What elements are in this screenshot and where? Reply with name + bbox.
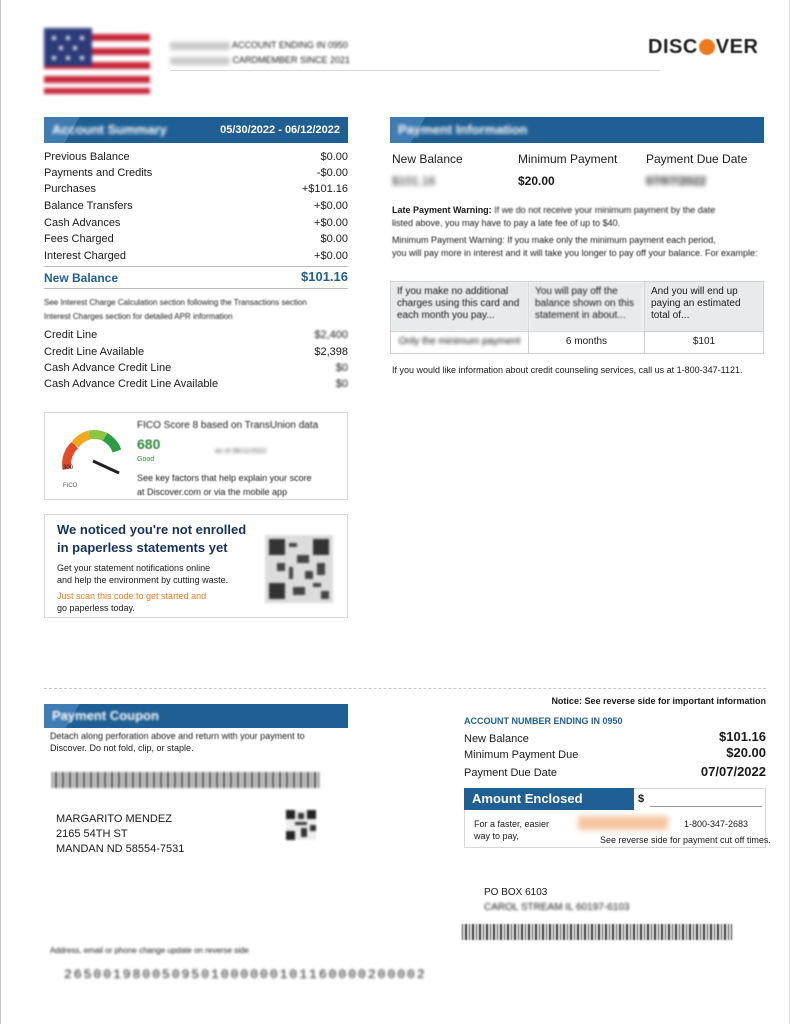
pi-min-payment-label: Minimum Payment: [518, 152, 618, 166]
coupon-notice: Notice: See reverse side for important information: [551, 696, 766, 706]
credit-row-label: Credit Line: [44, 329, 98, 341]
table-row: [391, 332, 764, 354]
fico-headline: FICO Score 8 based on TransUnion data: [137, 420, 319, 431]
header-member-line: [170, 53, 350, 67]
min-payment-table: [390, 281, 764, 354]
remit-barcode: [462, 924, 732, 940]
summary-row-label: Payments and Credits: [44, 167, 153, 179]
perforation-line: [44, 688, 766, 689]
faster-pay-text: way to pay,: [474, 831, 519, 841]
fico-help-text: at Discover.com or via the mobile app: [137, 487, 288, 497]
credit-row-value: $2,400: [314, 329, 348, 341]
fico-date: as of 06/11/2022: [215, 448, 267, 455]
coupon-new-balance-value: $101.16: [719, 729, 766, 744]
late-warning-text: listed above, you may have to pay a late fee of up to $40.: [392, 218, 621, 228]
paperless-body: Get your statement notifications online: [57, 563, 211, 573]
pi-min-payment-value: $20.00: [518, 174, 555, 188]
pi-due-date-value: 07/07/2022: [646, 174, 707, 188]
coupon-due-value: 07/07/2022: [700, 764, 766, 779]
late-warning-text: If we do not receive your minimum payment by the date: [494, 205, 716, 215]
coupon-due-label: Payment Due Date: [464, 767, 557, 779]
faster-pay-text: For a faster, easier: [474, 819, 550, 829]
credit-row-value: $0: [335, 362, 348, 374]
credit-row-label: Cash Advance Credit Line: [44, 362, 172, 374]
interest-note: Interest Charges section for detailed APR information: [44, 312, 233, 321]
paperless-heading: in paperless statements yet: [57, 540, 228, 555]
summary-row-value: -$0.00: [316, 167, 348, 179]
summary-banner: [44, 117, 348, 143]
summary-period: 05/30/2022 - 06/12/2022: [220, 124, 340, 136]
fico-help-text: See key factors that help explain your score: [137, 473, 312, 483]
member-since-text: CARDMEMBER SINCE 2021: [232, 55, 351, 65]
table-cell: 6 months: [529, 332, 645, 354]
amount-enclosed-label: Amount Enclosed: [464, 788, 634, 810]
address-change-note: Address, email or phone change update on reverse side: [50, 946, 249, 955]
summary-row-label: Purchases: [44, 183, 96, 195]
flag-card-art: [44, 28, 150, 94]
fico-score: 680: [137, 436, 161, 452]
credit-row-value: $0: [335, 378, 348, 390]
pi-new-balance-value: $101.16: [392, 174, 436, 188]
coupon-min-value: $20.00: [726, 745, 766, 760]
table-cell: $101: [645, 332, 764, 354]
fico-score-box: [44, 412, 348, 500]
late-warning-title: Late Payment Warning:: [392, 205, 492, 215]
payment-info-title: Payment Information: [398, 122, 528, 137]
summary-row-value: +$0.00: [314, 200, 348, 212]
paperless-promo-box: [44, 514, 348, 618]
fico-scale-min: 300: [63, 465, 74, 471]
table-header-row: [391, 282, 764, 332]
payment-info-banner: [390, 117, 764, 143]
coupon-instructions: Discover. Do not fold, clip, or staple.: [50, 743, 194, 753]
coupon-new-balance-label: New Balance: [464, 733, 529, 745]
min-payment-warning: you will pay more in interest and it will take you longer to pay off your balance. For example:: [392, 248, 758, 258]
fico-brand: FICO: [63, 483, 78, 489]
summary-row-label: Fees Charged: [44, 233, 114, 245]
coupon-account-line: ACCOUNT NUMBER ENDING IN 0950: [464, 716, 623, 726]
discover-logo: DISC VER: [648, 36, 759, 58]
paperless-qr-code[interactable]: [265, 535, 333, 603]
pi-due-date-label: Payment Due Date: [646, 152, 748, 166]
paperless-heading: We noticed you're not enrolled: [57, 522, 247, 537]
coupon-2d-code: [286, 810, 316, 840]
pi-new-balance-label: New Balance: [392, 152, 463, 166]
remit-city: CAROL STREAM IL 60197-6103: [484, 902, 630, 913]
paperless-link[interactable]: Just scan this code to get started and: [57, 591, 207, 601]
coupon-banner: [44, 704, 348, 728]
summary-row-value: $0.00: [320, 233, 348, 245]
summary-divider: [44, 266, 348, 267]
paperless-body: and help the environment by cutting waste.: [57, 575, 229, 585]
customer-address: 2165 54TH ST: [56, 828, 128, 840]
header-divider: [170, 70, 660, 71]
coupon-min-label: Minimum Payment Due: [464, 749, 579, 761]
pay-online-link[interactable]: [578, 816, 668, 830]
summary-title: Account Summary: [52, 122, 167, 137]
mail-barcode: [52, 772, 320, 788]
summary-row-label: Cash Advances: [44, 217, 121, 229]
new-balance-label: New Balance: [44, 271, 119, 285]
new-balance-value: $101.16: [301, 269, 348, 284]
table-header-cell: And you will end up paying an estimated total of...: [645, 282, 764, 332]
summary-row-label: Interest Charged: [44, 250, 126, 262]
counseling-note: If you would like information about credit counseling services, call us at 1-800-347-1121.: [392, 365, 743, 375]
summary-row-value: +$101.16: [301, 183, 348, 195]
summary-row-value: $0.00: [320, 151, 348, 163]
table-cell: Only the minimum payment: [391, 332, 529, 354]
payment-cutoff-note: See reverse side for payment cut off times.: [600, 835, 771, 845]
summary-row-value: +$0.00: [314, 250, 348, 262]
fico-rating: Good: [137, 456, 155, 463]
min-payment-warning: Minimum Payment Warning: If you make only the minimum payment each period,: [392, 235, 716, 245]
coupon-title: Payment Coupon: [52, 708, 159, 723]
table-header-cell: You will pay off the balance shown on this statement in about...: [529, 282, 645, 332]
coupon-instructions: Detach along perforation above and return with your payment to: [50, 731, 305, 741]
ocr-scanline: 2650019800509501000000101160000200002: [64, 967, 427, 982]
remit-po-box: PO BOX 6103: [484, 887, 548, 898]
summary-row-label: Balance Transfers: [44, 200, 133, 212]
summary-row-value: +$0.00: [314, 217, 348, 229]
account-line-text: ACCOUNT ENDING IN 0950: [232, 40, 348, 50]
header-account-line: [170, 38, 348, 52]
summary-row-label: Previous Balance: [44, 151, 130, 163]
late-payment-warning: [392, 203, 764, 217]
amount-input-line[interactable]: [650, 806, 762, 807]
summary-divider: [44, 288, 348, 289]
credit-row-label: Cash Advance Credit Line Available: [44, 378, 219, 390]
interest-note: See Interest Charge Calculation section following the Transactions section: [44, 298, 307, 307]
credit-row-label: Credit Line Available: [44, 346, 145, 358]
paperless-body: go paperless today.: [57, 603, 135, 613]
customer-city: MANDAN ND 58554-7531: [56, 843, 185, 855]
credit-row-value: $2,398: [314, 346, 348, 358]
customer-name: MARGARITO MENDEZ: [56, 813, 172, 825]
amount-dollar-sign: $: [638, 793, 645, 805]
pay-phone: 1-800-347-2683: [684, 819, 749, 829]
table-header-cell: If you make no additional charges using this card and each month you pay...: [391, 282, 529, 332]
